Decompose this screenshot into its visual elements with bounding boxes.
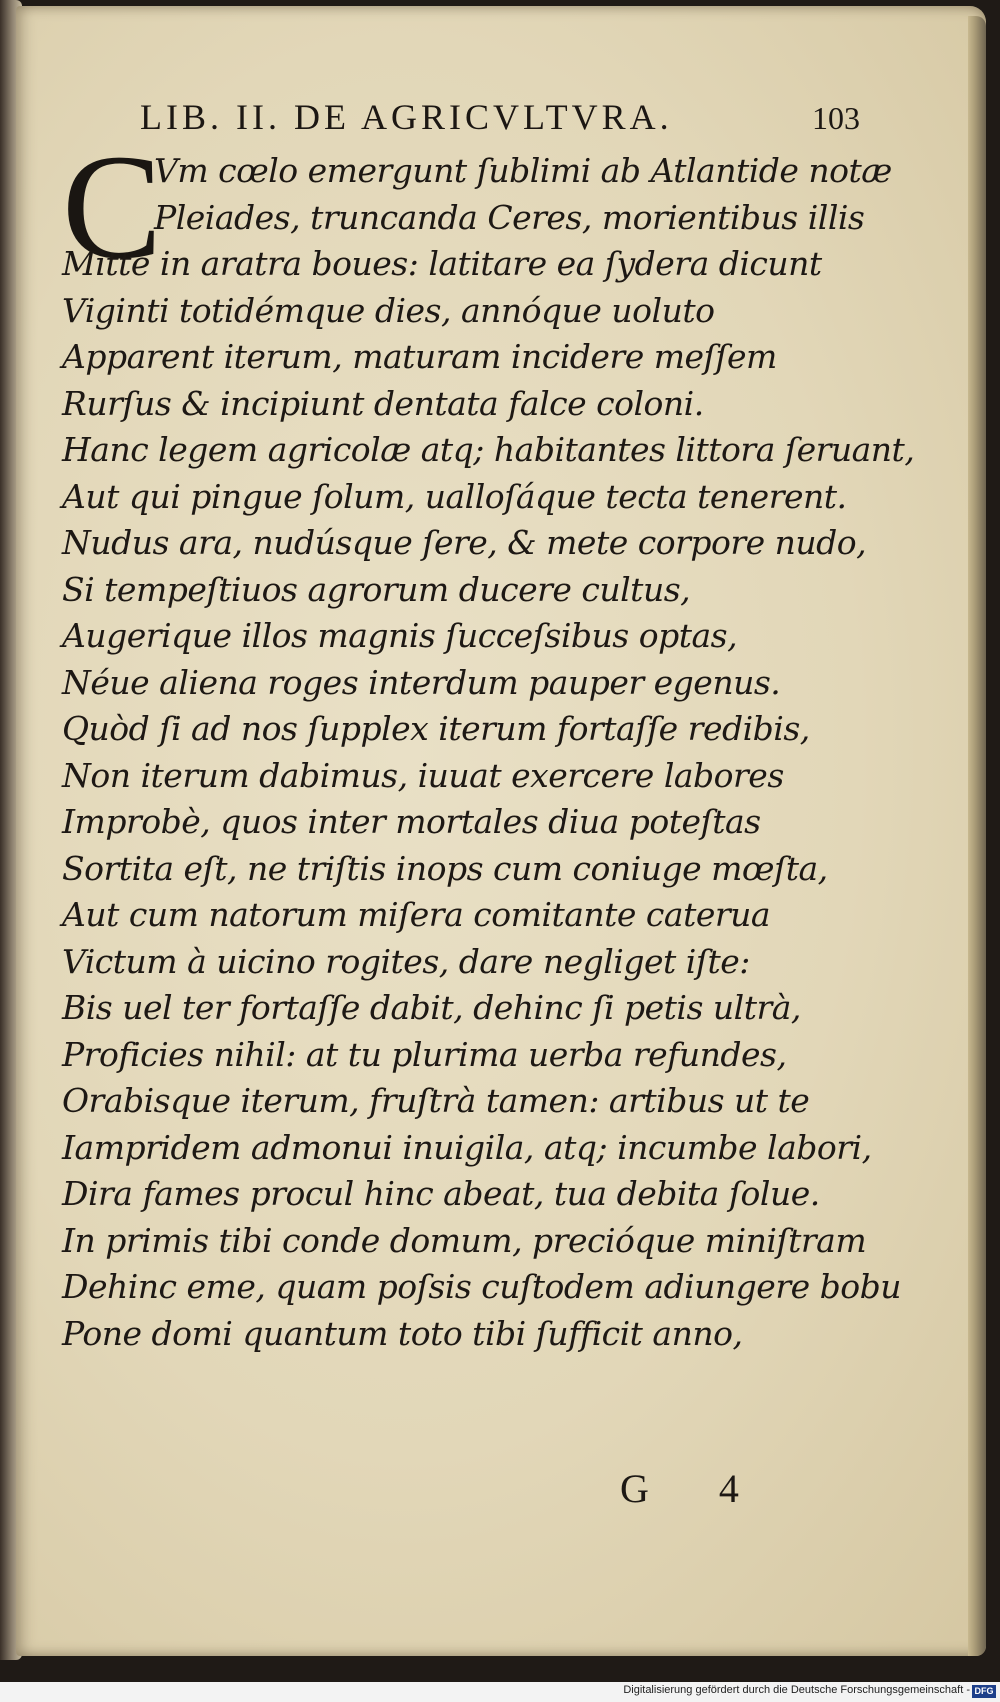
verse-line: Quòd ſi ad nos ſupplex iterum fortaſſe redibis, xyxy=(62,709,810,748)
verse-line: Non iterum dabimus, iuuat exercere labores xyxy=(62,755,784,795)
verse-line: Rurſus & incipiunt dentata falce coloni. xyxy=(62,383,704,423)
verse-line: Victum à uicino rogites, dare negliget iſte: xyxy=(62,941,750,981)
running-header xyxy=(140,96,860,140)
verse-line: Bis uel ter fortaſſe dabit, dehinc ſi petis ultrà, xyxy=(62,988,801,1027)
verse-line: Apparent iterum, maturam incidere meſſem xyxy=(62,337,777,376)
verse-line: Hanc legem agricolæ atq; habitantes littora ſeruant, xyxy=(62,430,915,469)
verse-line: Si tempeſtiuos agrorum ducere cultus, xyxy=(62,569,691,609)
drop-initial: C xyxy=(62,124,163,290)
verse-line: Aut cum natorum miſera comitante caterua xyxy=(62,895,771,934)
running-title: LIB. II. DE AGRICVLTVRA. xyxy=(140,97,673,137)
folio-number: 103 xyxy=(812,100,860,136)
signature-mark: G 4 xyxy=(620,1466,769,1511)
verse-line: In primis tibi conde domum, precióque miniſtram xyxy=(62,1220,867,1260)
verse-line: Viginti totidémque dies, annóque uoluto xyxy=(62,290,715,330)
verse-line: Improbè, quos inter mortales diua poteſtas xyxy=(62,802,761,841)
verse-line: Orabisque iterum, fruſtrà tamen: artibus ut te xyxy=(62,1081,810,1120)
verse-text xyxy=(62,148,915,1357)
verse-line: Augerique illos magnis ſucceſsibus optas, xyxy=(62,616,738,655)
verse-line: Pleiades, truncanda Ceres, morientibus illis xyxy=(154,197,865,237)
verse-line: Vm cœlo emergunt ſublimi ab Atlantide notæ xyxy=(154,151,892,190)
verse-line: Dira fames procul hinc abeat, tua debita ſolue. xyxy=(62,1174,820,1213)
verse-line: Aut qui pingue ſolum, ualloſáque tecta tenerent. xyxy=(62,476,847,516)
verse-line: Iampridem admonui inuigila, atq; incumbe labori, xyxy=(62,1127,872,1167)
verse-line: Sortita eſt, ne triſtis inops cum coniuge mœſta, xyxy=(62,848,828,888)
verse-line: Néue aliena roges interdum pauper egenus. xyxy=(62,662,781,702)
dfg-logo: DFG xyxy=(972,1685,996,1698)
verse-line: Proficies nihil: at tu plurima uerba refundes, xyxy=(62,1034,787,1074)
page-block-edge xyxy=(968,16,986,1656)
verse-line: Mitte in aratra boues: latitare ea ſydera dicunt xyxy=(62,244,822,283)
verse-line: Dehinc eme, quam poſsis cuſtodem adiungere bobu xyxy=(62,1267,901,1306)
digitization-credit: Digitalisierung gefördert durch die Deutsche Forschungsgemeinschaft - xyxy=(623,1684,970,1696)
verse-line: Nudus ara, nudúsque ſere, & mete corpore nudo, xyxy=(62,523,867,562)
verse-line: Pone domi quantum toto tibi ſufficit anno, xyxy=(62,1313,743,1353)
